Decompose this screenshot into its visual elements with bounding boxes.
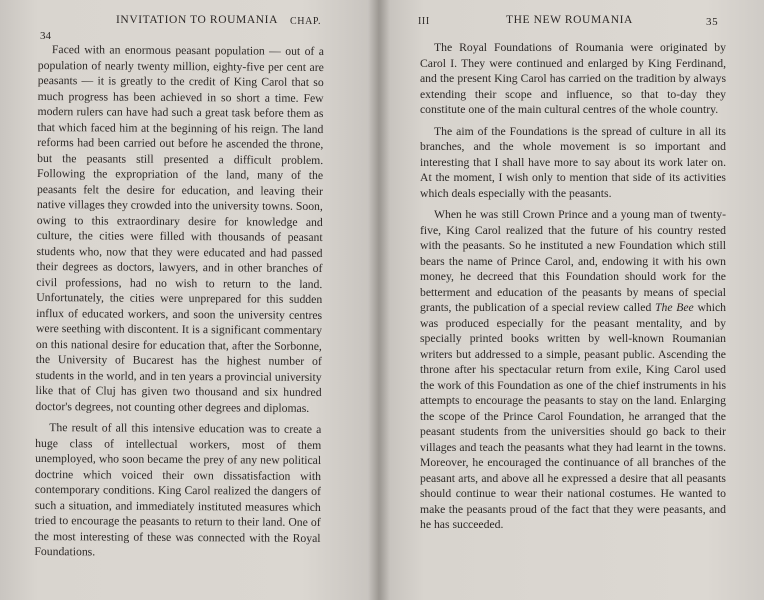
right-paragraph-1: The Royal Foundations of Roumania were originated by Carol I. They were continued and enlarged by King Ferdinand, and the present King Carol has carried on the tradition by always extending their scope and influence, so that to-day they constitute one of the main cultural centres of the whole country. bbox=[420, 41, 726, 116]
left-running-header: INVITATION TO ROUMANIA bbox=[116, 14, 278, 26]
review-title-italic: The Bee bbox=[655, 301, 694, 314]
paragraph-3-end: which was produced especially for the peasant mentality, and by specially printed books written by well-known Roumanian writers but addressed to a simple, peasant public. Ascending the throne after his spectacular return from exile, King Carol used the work of this Foundation as one of the chief instruments in his attempts to encourage the peasants to stay on the land. Enlarging the scope of the Prince Carol Foundation, he arranged that the peasant students from the universities should go back to their villages and teach the peasants what they had learnt in the towns. Moreover, he encouraged the continuance of all branches of the peasant arts, and above all he expressed a desire that all peasants should continue to wear their national costumes. He wanted to make the peasants proud of the fact that they were peasants, and he has succeeded. bbox=[420, 301, 727, 531]
right-page-body bbox=[420, 40, 726, 533]
book-gutter-shadow bbox=[368, 0, 390, 600]
left-chapter-label: CHAP. bbox=[290, 16, 322, 27]
right-chapter-number: III bbox=[418, 16, 430, 27]
right-page bbox=[378, 0, 764, 600]
left-page bbox=[0, 0, 378, 600]
right-paragraph-3 bbox=[420, 207, 726, 533]
right-page-number: 35 bbox=[706, 16, 719, 28]
paragraph-3-start: When he was still Crown Prince and a young man of twenty-five, King Carol realized that the future of his country rested with the peasants. So he instituted a new Foundation which still bears the name of Prince Carol, and, endowing it with his own money, he decreed that this Foundation should work for the betterment and education of the peasants by means of special grants, the publication of a special review called bbox=[420, 208, 726, 314]
left-page-body bbox=[34, 42, 324, 561]
left-paragraph-2: The result of all this intensive education was to create a huge class of intellectual workers, most of them unemployed, who soon became the prey of any new political doctrine which voiced their own dissatisfaction with contemporary conditions. King Carol realized the dangers of such a situation, and immediately instituted measures which tried to encourage the peasants to return to their land. One of the most interesting of these was connected with the Royal Foundations. bbox=[34, 421, 322, 559]
right-paragraph-2: The aim of the Foundations is the spread of culture in all its branches, and the whole movement is so important and interesting that I shall have more to say about its work later on. At the moment, I wish only to mention that side of its activities which deals especially with the peasants. bbox=[420, 124, 726, 200]
left-paragraph-1: Faced with an enormous peasant population — out of a population of nearly twenty million, eighty-five per cent are peasants — it is greatly to the credit of King Carol that so much progress has been achieved in so short a time. Few modern rulers can have had such a great task before them as that which faced him at the beginning of his reign. The land reforms had been carried out before he ascended the throne, but the peasants still presented a difficult problem. Following the expropriation of the land, many of the peasants felt the desire for education, and leaving their native villages they crowded into the university towns. Soon, owing to this extraordinary desire for knowledge and culture, the cities were filled with thousands of peasant students who, now that they were educated and had passed their degrees as doctors, lawyers, and in other branches of civil professions, had no wish to return to the land. Unfortunately, the cities were unprepared for this sudden influx of educated workers, and soon the university centres were seething with discontent. It is a significant commentary on this national desire for education that, after the Sorbonne, the University of Bucarest has the highest number of students in the world, and in ten years a provincial university like that of Cluj has given two thousand and six hundred doctor's degrees, not counting other degrees and diplomas. bbox=[35, 43, 324, 415]
left-page-number: 34 bbox=[40, 30, 51, 42]
right-running-header: THE NEW ROUMANIA bbox=[506, 14, 633, 26]
